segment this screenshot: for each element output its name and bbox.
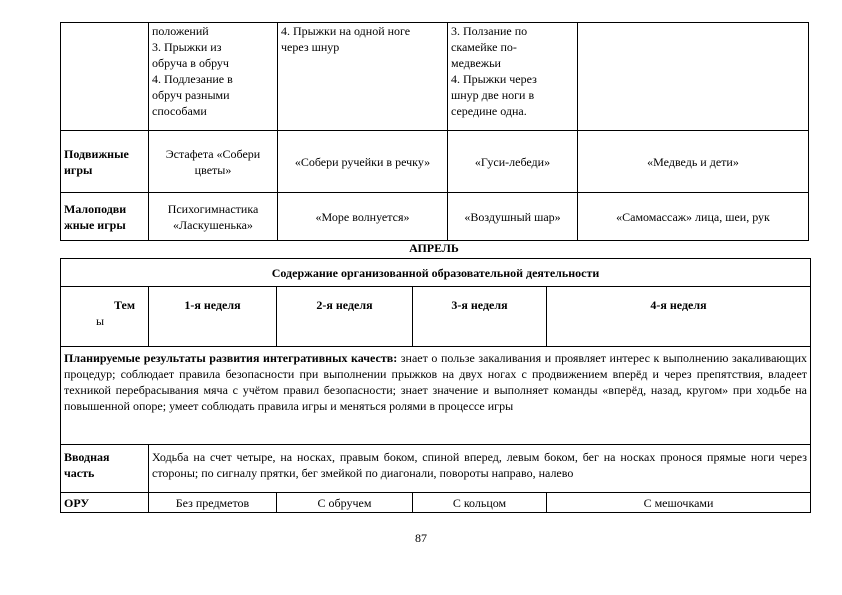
table-cell: [149, 23, 278, 131]
table-cell: С мешочками: [547, 493, 811, 513]
table-row: [61, 23, 809, 131]
cell-line: обруча в обруч: [152, 56, 229, 70]
table-cell: «Медведь и дети»: [578, 131, 809, 193]
week-header: 2-я неделя: [277, 287, 413, 347]
table-row: [61, 131, 809, 193]
planned-results-label: Планируемые результаты развития интегративных качеств:: [64, 351, 398, 365]
table-cell: [149, 131, 278, 193]
cell-line: часть: [64, 466, 95, 480]
week-header: 4-я неделя: [547, 287, 811, 347]
cell-line: игры: [64, 162, 93, 177]
cell-line: Подвижные: [64, 146, 129, 161]
cell-line: 4. Прыжки через: [451, 72, 537, 86]
table-cell: [149, 193, 278, 241]
planned-results-text: знает о пользе закаливания и проявляет интерес к выполнению закаливающих процедур; соблюдает правила безопасности при выполнении прыжков на двух ногах с продвижением вперёд и через препятствия, владеет техникой перебрасывания мяча с учётом правил безопасности; знает значение и выполняет команды «вперёд, назад, кругом» при ходьбе на повышенной опоре; умеет соблюдать правила игры и меняться ролями в процессе игры: [64, 351, 808, 413]
table-cell: «Собери ручейки в речку»: [278, 131, 448, 193]
table-row: [61, 259, 811, 287]
cell-line: Тем: [113, 298, 135, 312]
cell-line: обруч разными: [152, 88, 230, 102]
april-table: [60, 258, 811, 513]
cell-line: положений: [152, 24, 209, 38]
table-cell: [448, 23, 578, 131]
table-cell: [61, 23, 149, 131]
table-row: [61, 445, 811, 493]
table-row: [61, 347, 811, 445]
cell-line: через шнур: [281, 40, 340, 54]
page-number: 87: [415, 531, 427, 545]
week-header: 1-я неделя: [149, 287, 277, 347]
table-cell: С кольцом: [413, 493, 547, 513]
cell-line: способами: [152, 104, 207, 118]
cell-line: цветы»: [194, 162, 232, 177]
table-row: [61, 493, 811, 513]
intro-text: Ходьба на счет четыре, на носках, правым боком, спиной вперед, левым боком, бег на носках пронося прямые ноги через стороны; по сигналу прятки, бег змейкой по диагонали, повороты направо, налево: [149, 445, 811, 493]
table-row: [61, 193, 809, 241]
table-cell: «Самомассаж» лица, шеи, рук: [578, 193, 809, 241]
planned-results: [61, 347, 811, 445]
table-cell: [578, 23, 809, 131]
cell-line: 4. Подлезание в: [152, 72, 233, 86]
cell-line: жные игры: [64, 217, 126, 232]
cell-line: скамейке по-: [451, 40, 517, 54]
cell-line: Психогимнастика: [167, 201, 259, 216]
oru-label: ОРУ: [61, 493, 149, 513]
cell-line: медвежьи: [451, 56, 501, 70]
intro-label: [61, 445, 149, 493]
row-label-calm-games: [61, 193, 149, 241]
content-header: Содержание организованной образовательной деятельности: [61, 259, 811, 287]
top-table: [60, 22, 809, 241]
cell-line: Вводная: [64, 450, 110, 464]
cell-line: 3. Прыжки из: [152, 40, 222, 54]
cell-line: «Ласкушенька»: [173, 217, 253, 232]
cell-line: середине одна.: [451, 104, 527, 118]
cell-line: шнур две ноги в: [451, 88, 535, 102]
cell-line: ы: [96, 314, 105, 328]
table-row: [61, 287, 811, 347]
cell-line: 3. Ползание по: [451, 24, 528, 38]
table-cell: «Гуси-лебеди»: [448, 131, 578, 193]
table-cell: «Воздушный шар»: [448, 193, 578, 241]
row-label-outdoor-games: [61, 131, 149, 193]
table-cell: Без предметов: [149, 493, 277, 513]
cell-line: Малоподви: [64, 201, 127, 216]
table-cell: С обручем: [277, 493, 413, 513]
table-cell: [278, 23, 448, 131]
week-header: 3-я неделя: [413, 287, 547, 347]
table-cell: «Море волнуется»: [278, 193, 448, 241]
themes-label: [61, 287, 149, 347]
cell-line: Эстафета «Собери: [165, 146, 261, 161]
month-title: АПРЕЛЬ: [409, 241, 459, 255]
cell-line: 4. Прыжки на одной ноге: [281, 24, 411, 38]
